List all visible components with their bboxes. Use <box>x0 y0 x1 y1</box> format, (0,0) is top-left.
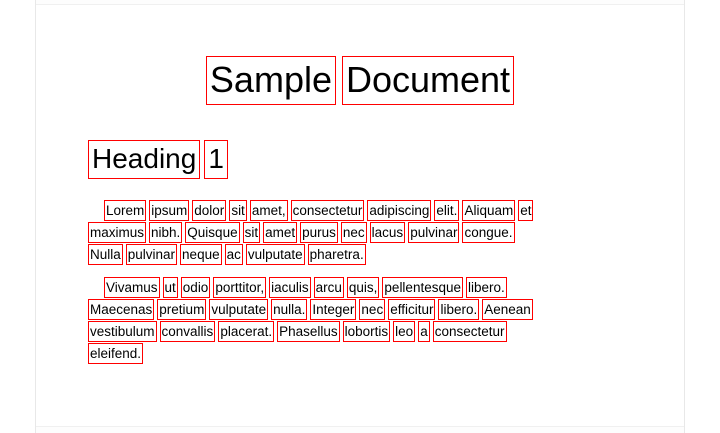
body-word: lobortis <box>343 321 391 342</box>
body-word: adipiscing <box>367 200 431 221</box>
body-word: neque <box>180 244 222 265</box>
body-word: nibh. <box>149 222 182 243</box>
body-word: efficitur <box>388 299 435 320</box>
heading-word: Heading <box>88 140 200 179</box>
body-word: vulputate <box>209 299 268 320</box>
section-heading <box>88 140 648 179</box>
heading-word: 1 <box>204 140 228 179</box>
page-bottom-edge <box>36 426 684 433</box>
body-word: Nulla <box>88 244 123 265</box>
paragraph <box>88 200 608 266</box>
body-word: nulla. <box>271 299 307 320</box>
body-word: eleifend. <box>88 343 143 364</box>
body-word: lacus <box>370 222 406 243</box>
body-word: Maecenas <box>88 299 154 320</box>
body-word: nec <box>341 222 367 243</box>
body-word: consectetur <box>291 200 365 221</box>
page-top-edge <box>36 0 684 5</box>
body-word: ipsum <box>149 200 189 221</box>
body-word: ut <box>163 277 178 298</box>
body-word: convallis <box>160 321 216 342</box>
body-word: pharetra. <box>308 244 366 265</box>
page-title <box>36 56 684 105</box>
body-word: arcu <box>314 277 344 298</box>
body-word: et <box>518 200 533 221</box>
body-word: placerat. <box>218 321 274 342</box>
body-word: Quisque <box>185 222 239 243</box>
body-word: Aliquam <box>462 200 515 221</box>
body-word: leo <box>393 321 415 342</box>
body-word: pellentesque <box>382 277 463 298</box>
title-word: Document <box>342 56 514 105</box>
body-word: Phasellus <box>277 321 340 342</box>
body-word: vestibulum <box>88 321 157 342</box>
title-word: Sample <box>206 56 336 105</box>
body-word: Vivamus <box>104 277 160 298</box>
body-word: sit <box>229 200 247 221</box>
body-word: a <box>418 321 430 342</box>
body-word: quis, <box>347 277 380 298</box>
body-word: odio <box>181 277 211 298</box>
body-word: ac <box>225 244 243 265</box>
body-word: amet, <box>250 200 288 221</box>
body-word: pulvinar <box>408 222 459 243</box>
body-word: dolor <box>192 200 226 221</box>
body-word: Integer <box>310 299 356 320</box>
body-word: sit <box>243 222 261 243</box>
body-word: elit. <box>434 200 459 221</box>
paragraph <box>88 277 608 365</box>
body-word: purus <box>300 222 338 243</box>
body-word: porttitor, <box>213 277 266 298</box>
body-word: libero. <box>438 299 479 320</box>
body-word: Aenean <box>482 299 533 320</box>
body-word: consectetur <box>433 321 507 342</box>
body-word: pretium <box>157 299 206 320</box>
body-word: libero. <box>466 277 507 298</box>
body-word: nec <box>359 299 385 320</box>
body-word: pulvinar <box>126 244 177 265</box>
body-word: congue. <box>462 222 514 243</box>
body-word: iaculis <box>269 277 311 298</box>
document-body <box>88 200 608 376</box>
body-word: Lorem <box>104 200 146 221</box>
body-word: vulputate <box>246 244 305 265</box>
body-word: amet <box>263 222 297 243</box>
body-word: maximus <box>88 222 146 243</box>
